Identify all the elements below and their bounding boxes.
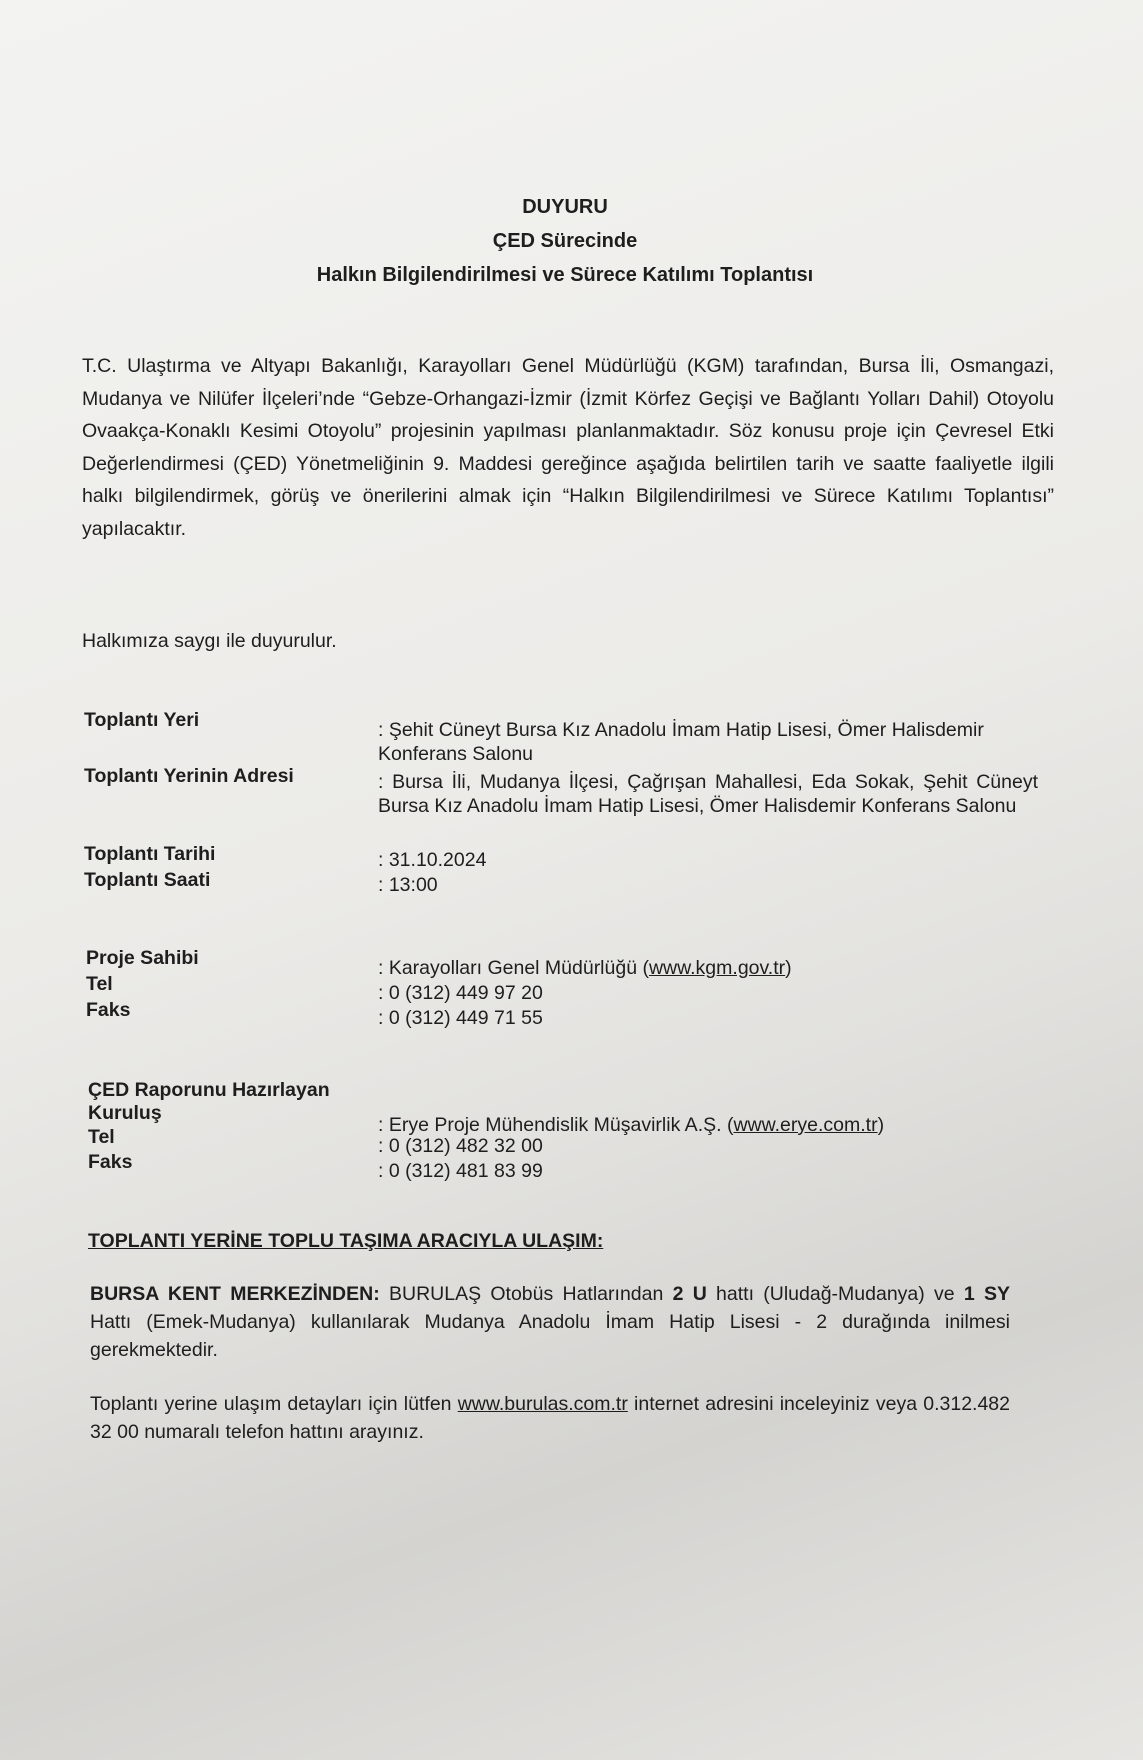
meeting-place-label: Toplantı Yeri — [84, 709, 200, 731]
meeting-date-value: : 31.10.2024 — [378, 849, 487, 871]
preparer-fax-label: Faks — [88, 1151, 133, 1173]
transport-paragraph — [90, 1280, 1010, 1364]
meeting-time-value: : 13:00 — [378, 874, 438, 896]
owner-tel-value: : 0 (312) 449 97 20 — [378, 982, 543, 1004]
announcement-title: DUYURU — [522, 196, 608, 218]
transport-text-a: BURULAŞ Otobüs Hatlarından — [379, 1283, 673, 1305]
announcement-subtitle: ÇED Sürecinde — [492, 230, 638, 252]
preparer-fax-value: : 0 (312) 481 83 99 — [378, 1160, 543, 1182]
transport-text-b: hattı (Uludağ-Mudanya) ve — [706, 1283, 964, 1305]
transport-text-c: Hattı (Emek-Mudanya) kullanılarak Mudanya Anadolu İmam Hatip Lisesi - 2 durağında inilmesi gerekmektedir. — [90, 1311, 1010, 1361]
owner-fax-value: : 0 (312) 449 71 55 — [378, 1007, 543, 1029]
bus-line-1sy: 1 SY — [963, 1283, 1011, 1305]
transport-from-label: BURSA KENT MERKEZİNDEN: — [90, 1283, 380, 1305]
meeting-address-label: Toplantı Yerinin Adresi — [84, 765, 294, 787]
intro-paragraph: T.C. Ulaştırma ve Altyapı Bakanlığı, Karayolları Genel Müdürlüğü (KGM) tarafından, Bursa İli, Osmangazi, Mudanya ve Nilüfer İlçeleri’nde “Gebze-Orhangazi-İzmir (İzmit Körfez Geçişi ve Bağlantı Yolları Dahil) Otoyolu Ovaakça-Konaklı Kesimi Otoyolu” projesinin yapılması planlanmaktadır. Söz konusu proje için Çevresel Etki Değerlendirmesi (ÇED) Yönetmeliğinin 9. Maddesi gereğince aşağıda belirtilen tarih ve saatte faaliyetle ilgili halkı bilgilendirmek, görüş ve önerilerini almak için “Halkın Bilgilendirilmesi ve Sürece Katılımı Toplantısı” yapılacaktır. — [82, 355, 1054, 540]
project-owner-label: Proje Sahibi — [86, 947, 199, 969]
preparer-label-line2: Kuruluş — [88, 1102, 162, 1124]
burulas-website-link[interactable]: www.burulas.com.tr — [457, 1393, 628, 1415]
meeting-date-label: Toplantı Tarihi — [84, 843, 216, 865]
announcement-heading: Halkın Bilgilendirilmesi ve Sürece Katılımı Toplantısı — [316, 264, 814, 286]
meeting-address-value: : Bursa İli, Mudanya İlçesi, Çağrışan Mahallesi, Eda Sokak, Şehit Cüneyt Bursa Kız Anadolu İmam Hatip Lisesi, Ömer Halisdemir Konferans Salonu — [378, 771, 1038, 817]
preparer-suffix: ) — [877, 1114, 885, 1136]
meeting-time-label: Toplantı Saati — [84, 869, 211, 891]
preparer-tel-value: : 0 (312) 482 32 00 — [378, 1135, 543, 1157]
preparer-name: : Erye Proje Mühendislik Müşavirlik A.Ş. ( — [378, 1114, 734, 1136]
bus-line-2u: 2 U — [672, 1283, 707, 1305]
preparer-tel-label: Tel — [88, 1126, 115, 1148]
transport-heading: TOPLANTI YERİNE TOPLU TAŞIMA ARACIYLA ULAŞIM: — [88, 1230, 604, 1252]
project-owner-suffix: ) — [785, 957, 792, 979]
owner-fax-label: Faks — [86, 999, 131, 1021]
greeting-line: Halkımıza saygı ile duyurulur. — [82, 630, 337, 652]
transport-contact-paragraph — [90, 1390, 1010, 1446]
project-owner-name: : Karayolları Genel Müdürlüğü ( — [378, 957, 649, 979]
preparer-label-line1: ÇED Raporunu Hazırlayan — [88, 1079, 330, 1101]
erye-website-link[interactable]: www.erye.com.tr — [733, 1114, 878, 1136]
owner-tel-label: Tel — [86, 973, 113, 995]
contact-text-a: Toplantı yerine ulaşım detayları için lütfen — [90, 1393, 458, 1415]
kgm-website-link[interactable]: www.kgm.gov.tr — [648, 957, 786, 979]
meeting-place-value: : Şehit Cüneyt Bursa Kız Anadolu İmam Hatip Lisesi, Ömer Halisdemir Konferans Salonu — [378, 719, 984, 765]
project-owner-value — [378, 956, 1038, 980]
contact-text-b: internet adresini inceleyiniz veya 0.312.482 32 00 numaralı telefon hattını arayınız. — [90, 1393, 1010, 1443]
